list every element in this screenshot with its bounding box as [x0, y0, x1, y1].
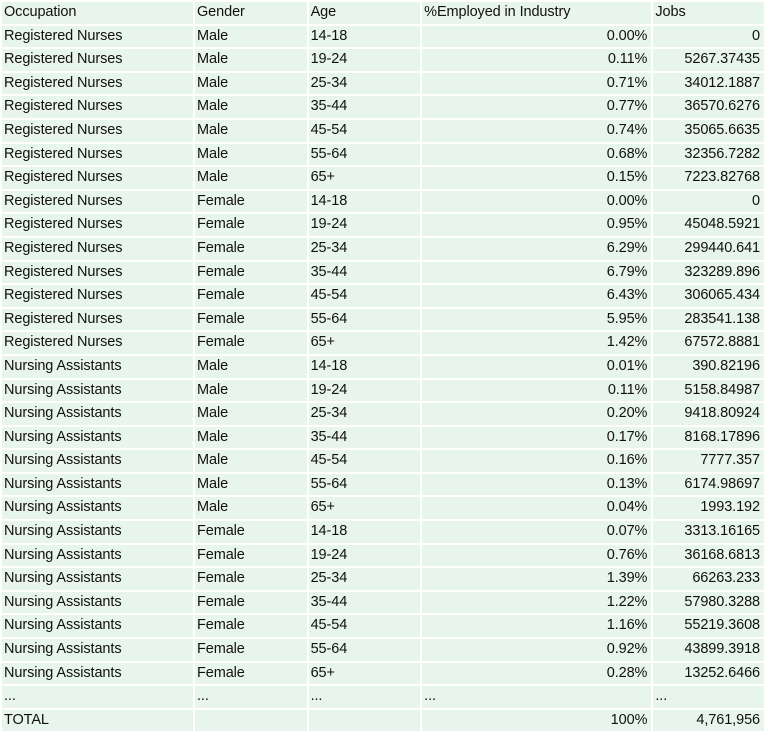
occupation-cell: Registered Nurses: [2, 49, 193, 71]
occupation-cell: Nursing Assistants: [2, 568, 193, 590]
header-row: [2, 2, 764, 24]
gender-cell: Male: [195, 497, 307, 519]
occupation-cell: Registered Nurses: [2, 167, 193, 189]
gender-cell: Female: [195, 663, 307, 685]
jobs-cell: 5267.37435: [653, 49, 764, 71]
percent-cell: 0.92%: [422, 639, 651, 661]
ellipsis-cell: ...: [653, 686, 764, 708]
header-jobs: Jobs: [653, 2, 764, 24]
table-row: [2, 49, 764, 71]
age-cell: 55-64: [309, 309, 421, 331]
jobs-cell: 0: [653, 191, 764, 213]
total-empty-cell: [309, 710, 421, 732]
percent-cell: 1.42%: [422, 332, 651, 354]
jobs-cell: 66263.233: [653, 568, 764, 590]
percent-cell: 6.79%: [422, 262, 651, 284]
table-row: [2, 356, 764, 378]
header-percent-employed: %Employed in Industry: [422, 2, 651, 24]
ellipsis-cell: ...: [195, 686, 307, 708]
jobs-cell: 390.82196: [653, 356, 764, 378]
age-cell: 55-64: [309, 639, 421, 661]
occupation-cell: Registered Nurses: [2, 144, 193, 166]
jobs-cell: 45048.5921: [653, 214, 764, 236]
percent-cell: 5.95%: [422, 309, 651, 331]
occupation-cell: Registered Nurses: [2, 120, 193, 142]
age-cell: 35-44: [309, 96, 421, 118]
jobs-cell: 36168.6813: [653, 545, 764, 567]
ellipsis-cell: ...: [422, 686, 651, 708]
occupation-cell: Registered Nurses: [2, 73, 193, 95]
table-row: [2, 262, 764, 284]
gender-cell: Male: [195, 356, 307, 378]
occupation-cell: Registered Nurses: [2, 309, 193, 331]
jobs-cell: 43899.3918: [653, 639, 764, 661]
occupation-cell: Nursing Assistants: [2, 356, 193, 378]
occupation-cell: Nursing Assistants: [2, 450, 193, 472]
occupation-cell: Nursing Assistants: [2, 615, 193, 637]
occupation-cell: Nursing Assistants: [2, 380, 193, 402]
table-row: [2, 521, 764, 543]
jobs-cell: 3313.16165: [653, 521, 764, 543]
age-cell: 35-44: [309, 592, 421, 614]
percent-cell: 0.77%: [422, 96, 651, 118]
age-cell: 25-34: [309, 73, 421, 95]
percent-cell: 0.28%: [422, 663, 651, 685]
gender-cell: Female: [195, 639, 307, 661]
table-row: [2, 592, 764, 614]
occupation-cell: Registered Nurses: [2, 285, 193, 307]
jobs-cell: 1993.192: [653, 497, 764, 519]
table-row: [2, 545, 764, 567]
gender-cell: Male: [195, 144, 307, 166]
occupation-cell: Nursing Assistants: [2, 497, 193, 519]
ellipsis-cell: ...: [309, 686, 421, 708]
gender-cell: Female: [195, 309, 307, 331]
table-row: [2, 639, 764, 661]
gender-cell: Female: [195, 262, 307, 284]
jobs-cell: 55219.3608: [653, 615, 764, 637]
percent-cell: 0.16%: [422, 450, 651, 472]
jobs-cell: 299440.641: [653, 238, 764, 260]
table-row: [2, 238, 764, 260]
gender-cell: Male: [195, 49, 307, 71]
ellipsis-cell: ...: [2, 686, 193, 708]
percent-cell: 0.00%: [422, 191, 651, 213]
occupation-cell: Nursing Assistants: [2, 474, 193, 496]
table-row: [2, 285, 764, 307]
gender-cell: Female: [195, 521, 307, 543]
gender-cell: Female: [195, 285, 307, 307]
gender-cell: Male: [195, 474, 307, 496]
jobs-cell: 7223.82768: [653, 167, 764, 189]
age-cell: 14-18: [309, 521, 421, 543]
jobs-cell: 35065.6635: [653, 120, 764, 142]
table-row: [2, 568, 764, 590]
age-cell: 45-54: [309, 120, 421, 142]
table-row: [2, 73, 764, 95]
gender-cell: Female: [195, 238, 307, 260]
gender-cell: Male: [195, 450, 307, 472]
jobs-cell: 0: [653, 26, 764, 48]
jobs-cell: 5158.84987: [653, 380, 764, 402]
percent-cell: 0.20%: [422, 403, 651, 425]
percent-cell: 0.01%: [422, 356, 651, 378]
age-cell: 65+: [309, 497, 421, 519]
jobs-cell: 13252.6466: [653, 663, 764, 685]
occupation-cell: Registered Nurses: [2, 214, 193, 236]
table-row: [2, 96, 764, 118]
percent-cell: 1.39%: [422, 568, 651, 590]
occupation-cell: Nursing Assistants: [2, 639, 193, 661]
age-cell: 65+: [309, 332, 421, 354]
table-row: [2, 615, 764, 637]
table-row: [2, 450, 764, 472]
gender-cell: Male: [195, 167, 307, 189]
gender-cell: Female: [195, 568, 307, 590]
age-cell: 45-54: [309, 285, 421, 307]
gender-cell: Female: [195, 191, 307, 213]
age-cell: 19-24: [309, 380, 421, 402]
total-percent: 100%: [422, 710, 651, 732]
percent-cell: 0.17%: [422, 427, 651, 449]
percent-cell: 0.76%: [422, 545, 651, 567]
age-cell: 14-18: [309, 26, 421, 48]
header-age: Age: [309, 2, 421, 24]
header-gender: Gender: [195, 2, 307, 24]
age-cell: 25-34: [309, 403, 421, 425]
age-cell: 45-54: [309, 615, 421, 637]
gender-cell: Female: [195, 545, 307, 567]
gender-cell: Male: [195, 26, 307, 48]
occupation-cell: Nursing Assistants: [2, 521, 193, 543]
table-row: [2, 380, 764, 402]
occupation-cell: Registered Nurses: [2, 26, 193, 48]
age-cell: 25-34: [309, 568, 421, 590]
age-cell: 19-24: [309, 545, 421, 567]
table-row: [2, 427, 764, 449]
gender-cell: Female: [195, 592, 307, 614]
occupation-cell: Nursing Assistants: [2, 592, 193, 614]
jobs-cell: 67572.8881: [653, 332, 764, 354]
percent-cell: 0.07%: [422, 521, 651, 543]
age-cell: 35-44: [309, 262, 421, 284]
total-jobs: 4,761,956: [653, 710, 764, 732]
occupation-cell: Nursing Assistants: [2, 545, 193, 567]
occupation-cell: Nursing Assistants: [2, 403, 193, 425]
gender-cell: Male: [195, 73, 307, 95]
percent-cell: 0.11%: [422, 49, 651, 71]
header-occupation: Occupation: [2, 2, 193, 24]
percent-cell: 0.95%: [422, 214, 651, 236]
occupation-cell: Registered Nurses: [2, 238, 193, 260]
age-cell: 25-34: [309, 238, 421, 260]
age-cell: 35-44: [309, 427, 421, 449]
percent-cell: 0.68%: [422, 144, 651, 166]
occupation-cell: Registered Nurses: [2, 96, 193, 118]
percent-cell: 6.43%: [422, 285, 651, 307]
jobs-cell: 57980.3288: [653, 592, 764, 614]
jobs-cell: 8168.17896: [653, 427, 764, 449]
table-row: [2, 167, 764, 189]
age-cell: 19-24: [309, 214, 421, 236]
occupation-cell: Nursing Assistants: [2, 427, 193, 449]
percent-cell: 0.04%: [422, 497, 651, 519]
percent-cell: 1.22%: [422, 592, 651, 614]
table-row: [2, 474, 764, 496]
age-cell: 65+: [309, 167, 421, 189]
table-row: [2, 497, 764, 519]
jobs-cell: 323289.896: [653, 262, 764, 284]
jobs-cell: 9418.80924: [653, 403, 764, 425]
age-cell: 14-18: [309, 191, 421, 213]
percent-cell: 0.71%: [422, 73, 651, 95]
gender-cell: Female: [195, 615, 307, 637]
gender-cell: Male: [195, 427, 307, 449]
table-body: [2, 26, 764, 685]
occupation-cell: Registered Nurses: [2, 191, 193, 213]
occupation-cell: Nursing Assistants: [2, 663, 193, 685]
gender-cell: Male: [195, 96, 307, 118]
total-empty-cell: [195, 710, 307, 732]
table-row: [2, 144, 764, 166]
gender-cell: Male: [195, 403, 307, 425]
ellipsis-row: [2, 686, 764, 708]
table-row: [2, 120, 764, 142]
percent-cell: 0.00%: [422, 26, 651, 48]
jobs-cell: 32356.7282: [653, 144, 764, 166]
occupation-cell: Registered Nurses: [2, 332, 193, 354]
percent-cell: 0.15%: [422, 167, 651, 189]
gender-cell: Male: [195, 380, 307, 402]
age-cell: 55-64: [309, 144, 421, 166]
percent-cell: 0.13%: [422, 474, 651, 496]
table-row: [2, 191, 764, 213]
gender-cell: Female: [195, 332, 307, 354]
jobs-cell: 283541.138: [653, 309, 764, 331]
gender-cell: Female: [195, 214, 307, 236]
total-label: TOTAL: [2, 710, 193, 732]
table-row: [2, 26, 764, 48]
table-row: [2, 332, 764, 354]
age-cell: 65+: [309, 663, 421, 685]
table-row: [2, 309, 764, 331]
table-row: [2, 214, 764, 236]
age-cell: 19-24: [309, 49, 421, 71]
jobs-cell: 306065.434: [653, 285, 764, 307]
table-row: [2, 663, 764, 685]
age-cell: 14-18: [309, 356, 421, 378]
percent-cell: 0.11%: [422, 380, 651, 402]
table-row: [2, 403, 764, 425]
age-cell: 45-54: [309, 450, 421, 472]
jobs-cell: 7777.357: [653, 450, 764, 472]
percent-cell: 6.29%: [422, 238, 651, 260]
gender-cell: Male: [195, 120, 307, 142]
age-cell: 55-64: [309, 474, 421, 496]
jobs-cell: 34012.1887: [653, 73, 764, 95]
total-row: [2, 710, 764, 732]
occupation-cell: Registered Nurses: [2, 262, 193, 284]
jobs-cell: 36570.6276: [653, 96, 764, 118]
jobs-cell: 6174.98697: [653, 474, 764, 496]
percent-cell: 0.74%: [422, 120, 651, 142]
percent-cell: 1.16%: [422, 615, 651, 637]
